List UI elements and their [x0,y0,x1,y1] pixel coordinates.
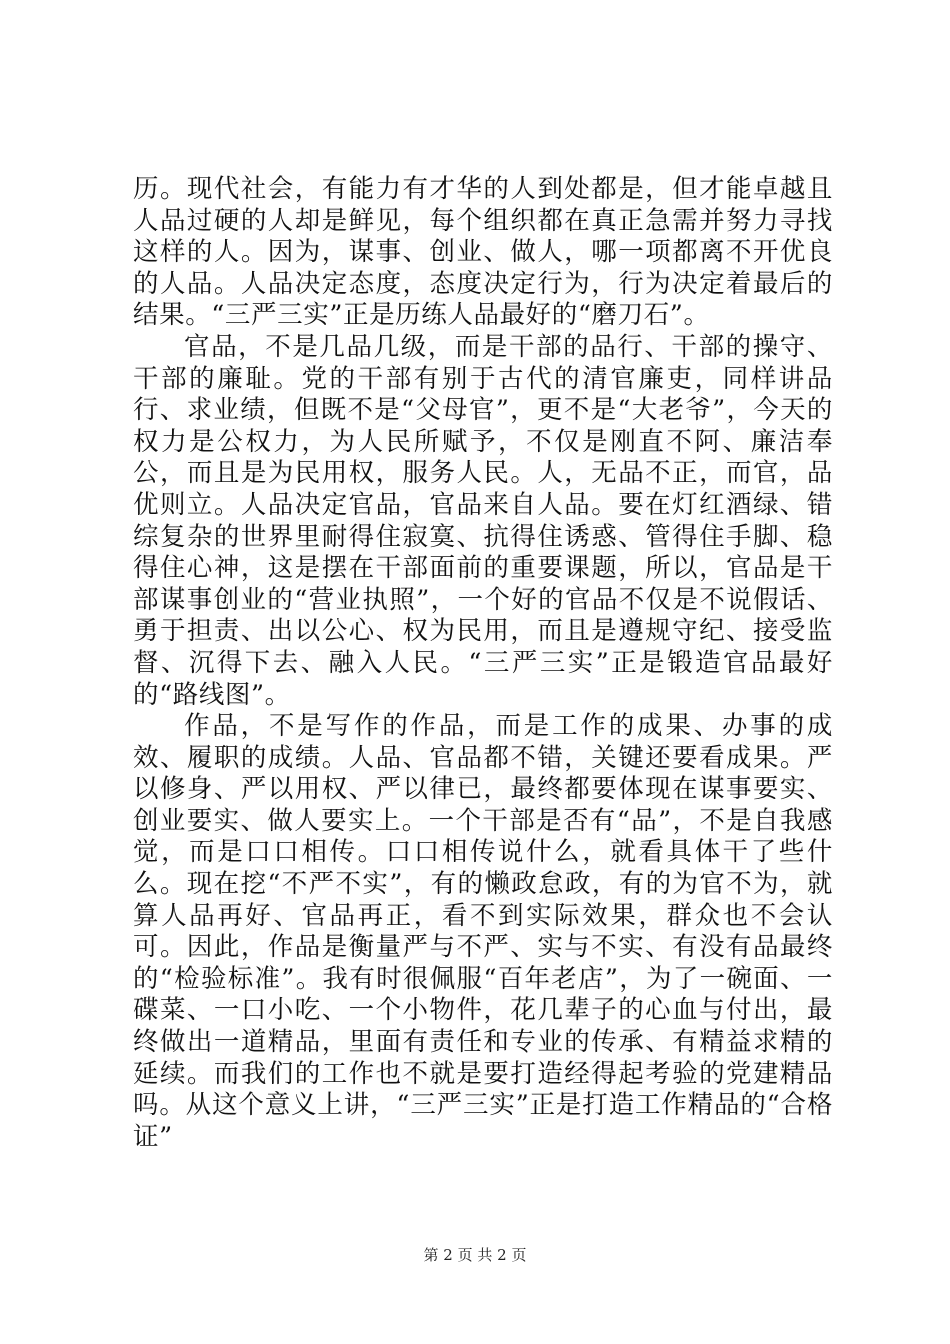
page-footer: 第 2 页 共 2 页 [423,1246,527,1264]
paragraph-renpin-continued: 历。现代社会，有能力有才华的人到处都是，但才能卓越且人品过硬的人却是鲜见，每个组织都在真正急需并努力寻找这样的人。因为，谋事、创业、做人，哪一项都离不开优良的人品。人品决定态度，态度决定行为，行为决定着最后的结果。“三严三实”正是历练人品最好的“磨刀石”。 [133,174,833,331]
document-body [133,174,833,1153]
paragraph-guanpin: 官品，不是几品几级，而是干部的品行、干部的操守、干部的廉耻。党的干部有别于古代的清官廉吏，同样讲品行、求业绩，但既不是“父母官”，更不是“大老爷”，今天的权力是公权力，为人民所赋予，不仅是刚直不阿、廉洁奉公，而且是为民用权，服务人民。人，无品不正，而官，品优则立。人品决定官品，官品来自人品。要在灯红酒绿、错综复杂的世界里耐得住寂寞、抗得住诱惑、管得住手脚、稳得住心神，这是摆在干部面前的重要课题，所以，官品是干部谋事创业的“营业执照”，一个好的官品不仅是不说假话、勇于担责、出以公心、权为民用，而且是遵规守纪、接受监督、沉得下去、融入人民。“三严三实”正是锻造官品最好的“路线图”。 [133,331,833,710]
paragraph-zuopin: 作品，不是写作的作品，而是工作的成果、办事的成效、履职的成绩。人品、官品都不错，关键还要看成果。严以修身、严以用权、严以律已，最终都要体现在谋事要实、创业要实、做人要实上。一个干部是否有“品”，不是自我感觉，而是口口相传。口口相传说什么，就看具体干了些什么。现在挖“不严不实”，有的懒政怠政，有的为官不为，就算人品再好、官品再正，看不到实际效果，群众也不会认可。因此，作品是衡量严与不严、实与不实、有没有品最终的“检验标准”。我有时很佩服“百年老店”，为了一碗面、一碟菜、一口小吃、一个小物件，花几辈子的心血与付出，最终做出一道精品，里面有责任和专业的传承、有精益求精的延续。而我们的工作也不就是要打造经得起考验的党建精品吗。从这个意义上讲，“三严三实”正是打造工作精品的“合格证” [133,711,833,1152]
